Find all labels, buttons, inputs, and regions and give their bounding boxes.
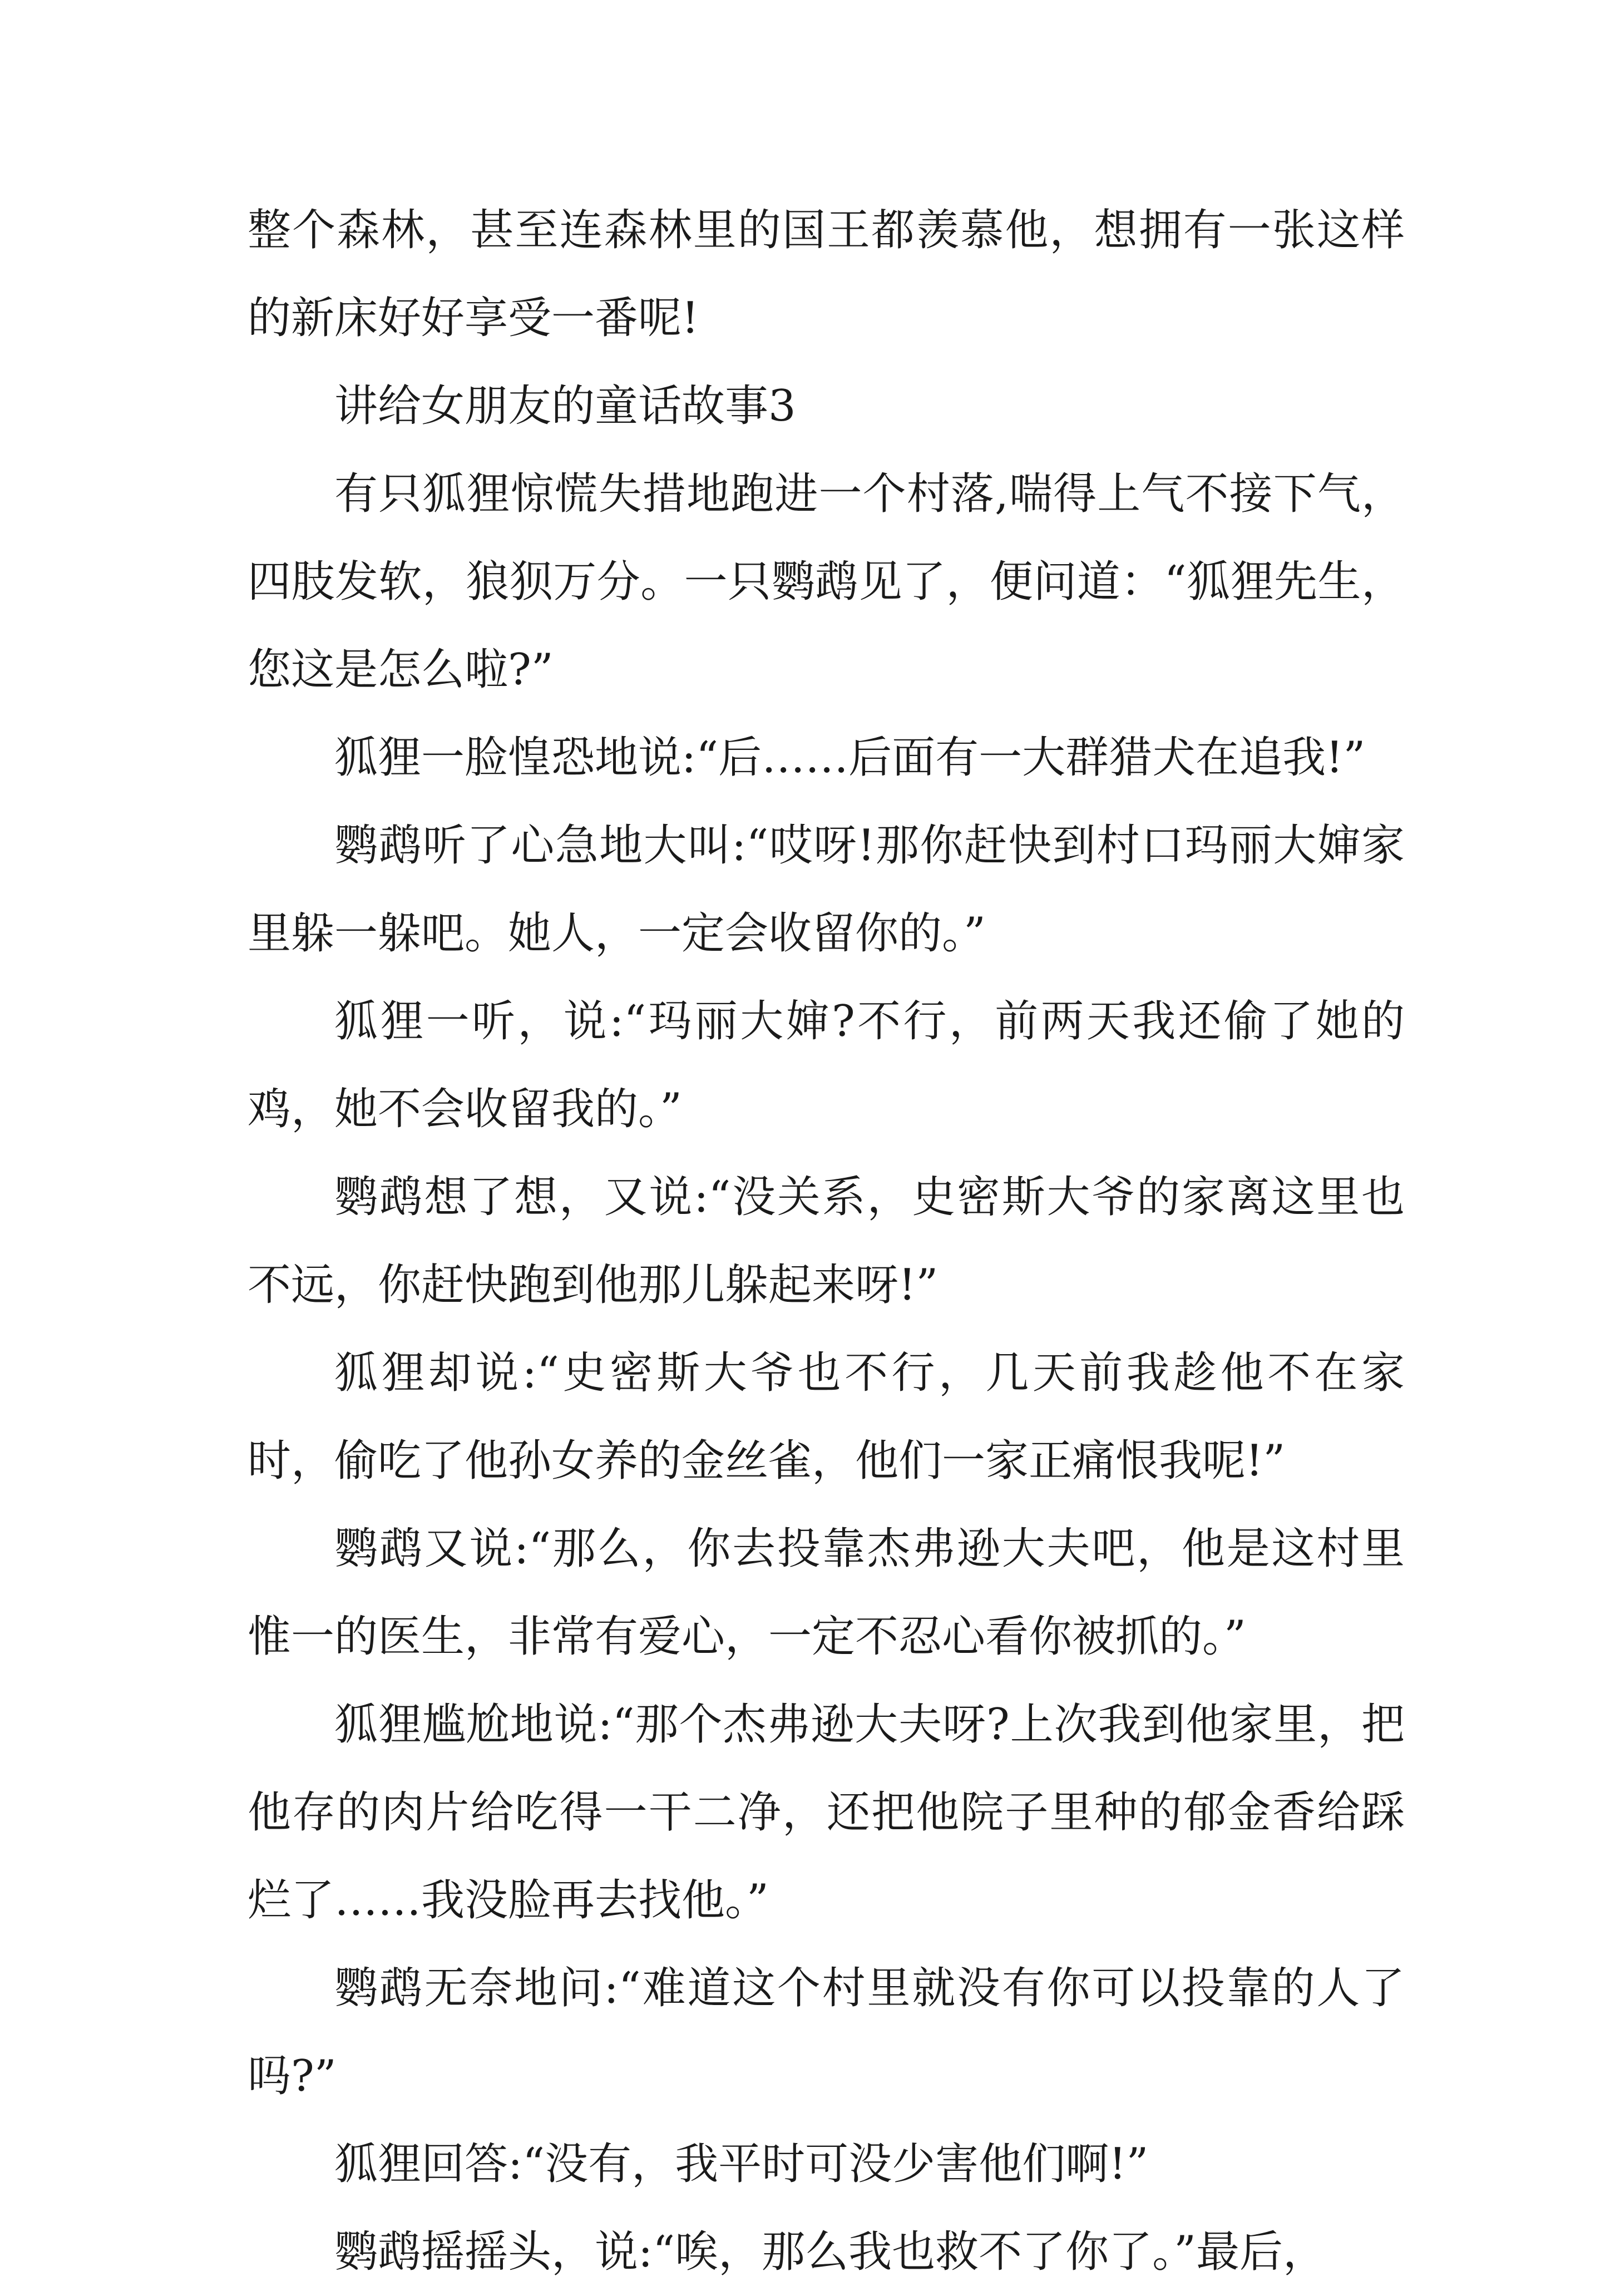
paragraph-fox-jefferson-reply: 狐狸尴尬地说:“那个杰弗逊大夫呀?上次我到他家里，把他存的肉片给吃得一干二净，还把他院子里种的郁金香给踩烂了……我没脸再去找他。”	[248, 1700, 1405, 1925]
paragraph-fox-arrives: 有只狐狸惊慌失措地跑进一个村落,喘得上气不接下气，四肢发软，狼狈万分。一只鹦鹉见了，便问道：“狐狸先生，您这是怎么啦?”	[248, 469, 1405, 695]
paragraph-parrot-asks: 鹦鹉无奈地问:“难道这个村里就没有你可以投靠的人了吗?”	[248, 1963, 1405, 2101]
paragraph-parrot-jefferson: 鹦鹉又说:“那么，你去投靠杰弗逊大夫吧，他是这村里惟一的医生，非常有爱心，一定不忍心看你被抓的。”	[248, 1524, 1405, 1662]
paragraph-forest-ending: 整个森林，甚至连森林里的国王都羡慕他，想拥有一张这样的新床好好享受一番呢!	[248, 205, 1405, 343]
paragraph-parrot-mary: 鹦鹉听了心急地大叫:“哎呀!那你赶快到村口玛丽大婶家里躲一躲吧。她人，一定会收留你的。”	[248, 821, 1405, 959]
paragraph-fox-hounds: 狐狸一脸惶恐地说:“后……后面有一大群猎犬在追我!”	[334, 733, 1366, 783]
story-body	[248, 186, 1405, 2296]
paragraph-fox-mary-reply: 狐狸一听，说:“玛丽大婶?不行，前两天我还偷了她的鸡，她不会收留我的。”	[248, 996, 1405, 1134]
paragraph-fox-answers: 狐狸回答:“没有，我平时可没少害他们啊!”	[334, 2139, 1149, 2189]
paragraph-parrot-smith: 鹦鹉想了想，又说:“没关系，史密斯大爷的家离这里也不远，你赶快跑到他那儿躲起来呀!”	[248, 1172, 1405, 1310]
story-title: 讲给女朋友的童话故事3	[334, 381, 796, 431]
paragraph-fox-smith-reply: 狐狸却说:“史密斯大爷也不行，几天前我趁他不在家时，偷吃了他孙女养的金丝雀，他们一家正痛恨我呢!”	[248, 1348, 1405, 1486]
paragraph-parrot-final: 鹦鹉摇摇头，说:“唉，那么我也救不了你了。”最后，	[334, 2227, 1327, 2277]
